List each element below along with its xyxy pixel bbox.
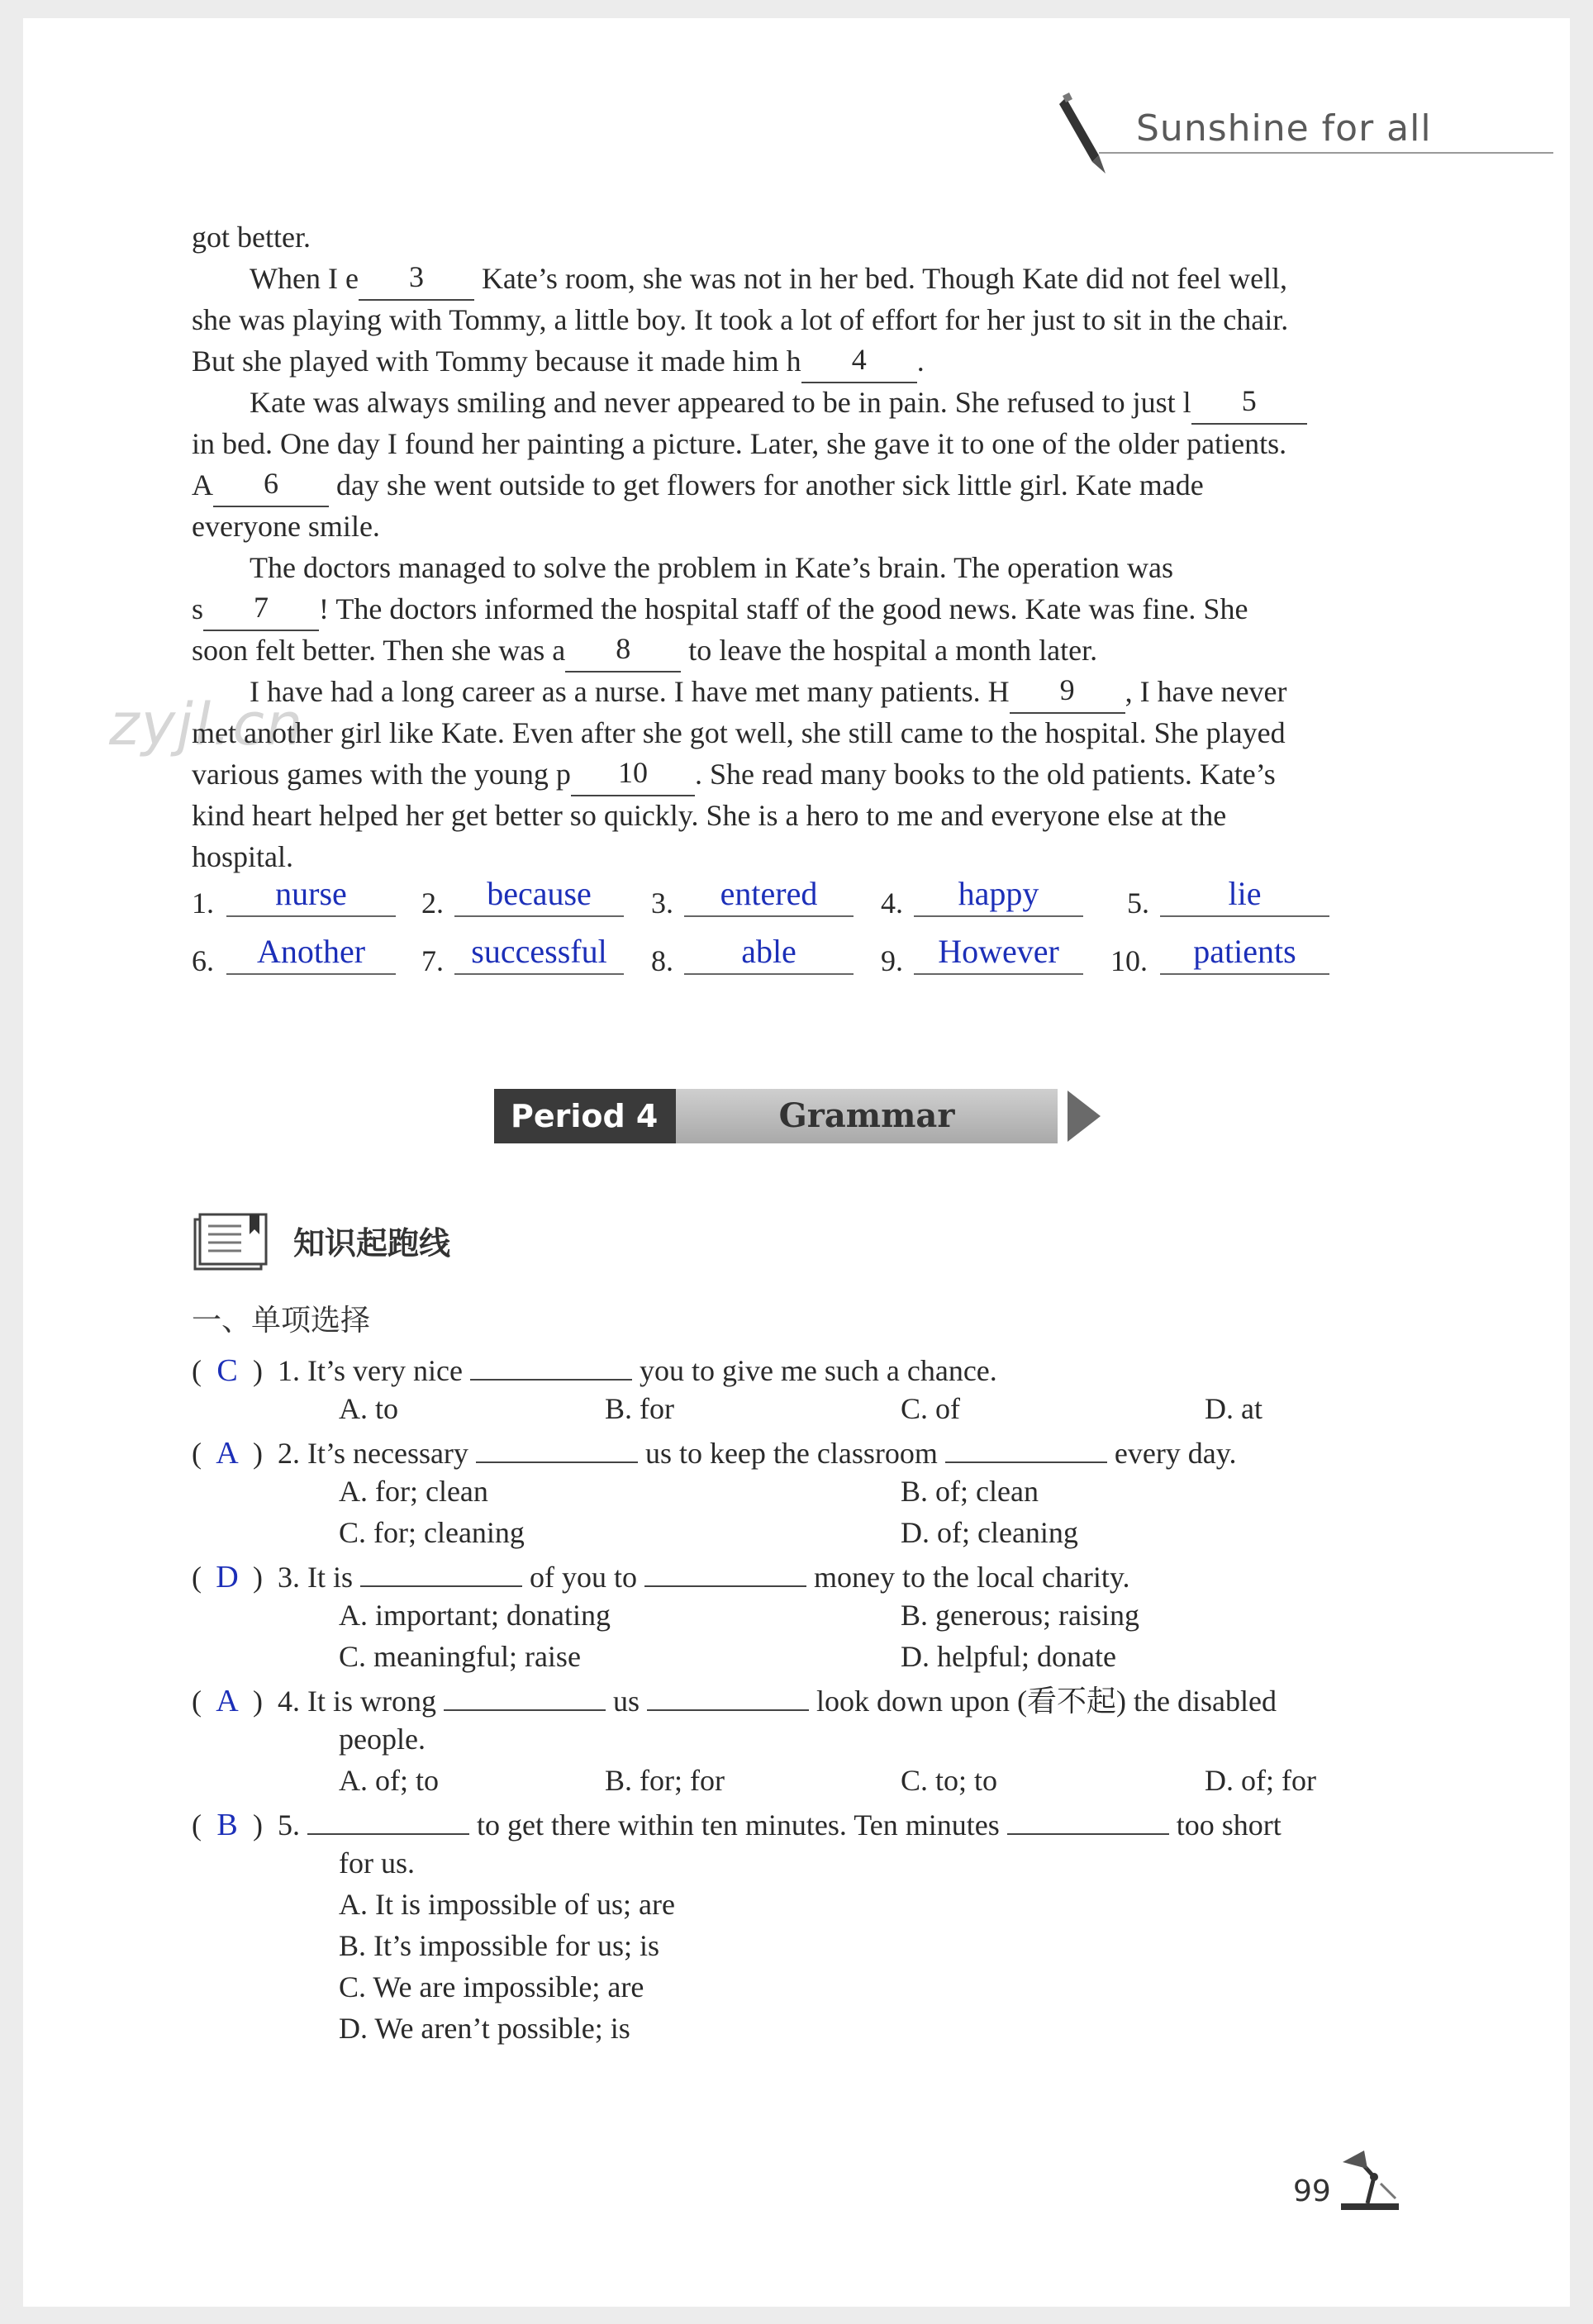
question-continuation: people.	[339, 1723, 426, 1756]
period-label: Period 4	[494, 1089, 676, 1143]
passage-line: kind heart helped her get better so quickly. She is a hero to me and everyone else at the	[192, 799, 1227, 832]
answer-letter: A	[216, 1684, 239, 1718]
question-5: ( B ) 5. to get there within ten minutes. Ten minutes too short	[192, 1804, 1282, 1846]
section-title: 知识起跑线	[293, 1225, 451, 1262]
passage-line: hospital.	[192, 840, 293, 873]
option: C. of	[901, 1392, 960, 1425]
answer-letter: C	[216, 1353, 238, 1388]
passage-line: s 7 ! The doctors informed the hospital staff of the good news. Kate was fine. She	[192, 588, 1248, 631]
arrow-right-icon	[1068, 1091, 1101, 1142]
passage-line: When I e 3 Kate’s room, she was not in her bed. Though Kate did not feel well,	[250, 258, 1287, 301]
passage-line: A 6 day she went outside to get flowers for another sick little girl. Kate made	[192, 464, 1204, 507]
answer-letter: A	[216, 1436, 239, 1471]
option: C. for; cleaning	[339, 1516, 525, 1549]
option: D. at	[1205, 1392, 1263, 1425]
passage-line: everyone smile.	[192, 510, 380, 543]
question-1: ( C ) 1. It’s very nice you to give me such a chance.	[192, 1350, 997, 1391]
question-4: ( A ) 4. It is wrong us look down upon (看不起) the disabled	[192, 1680, 1277, 1722]
option: A. of; to	[339, 1764, 439, 1797]
option: B. of; clean	[901, 1475, 1039, 1508]
option: B. generous; raising	[901, 1599, 1139, 1632]
option: B. for	[605, 1392, 674, 1425]
passage-line: soon felt better. Then she was a 8 to leave the hospital a month later.	[192, 630, 1097, 672]
pen-icon	[1051, 91, 1125, 182]
passage-line: she was playing with Tommy, a little boy. It took a lot of effort for her just to sit in the chair.	[192, 303, 1289, 336]
desk-lamp-icon	[1334, 2144, 1405, 2214]
watermark: zyjl.cn	[109, 691, 305, 758]
period-banner	[494, 1089, 1058, 1143]
option: A. important; donating	[339, 1599, 611, 1632]
option: D. of; for	[1205, 1764, 1316, 1797]
option: D. We aren’t possible; is	[339, 2012, 630, 2045]
header-title: Sunshine for all	[1136, 107, 1432, 150]
passage-line: met another girl like Kate. Even after she got well, she still came to the hospital. She played	[192, 716, 1286, 749]
section-subtitle: 一、单项选择	[192, 1304, 371, 1338]
option: C. We are impossible; are	[339, 1970, 644, 2003]
question-3: ( D ) 3. It is of you to money to the local charity.	[192, 1556, 1130, 1598]
option: B. It’s impossible for us; is	[339, 1929, 660, 1962]
option: A. to	[339, 1392, 398, 1425]
question-continuation: for us.	[339, 1846, 415, 1880]
book-icon	[192, 1213, 271, 1274]
page-number: 99	[1293, 2174, 1331, 2208]
passage-line: Kate was always smiling and never appeared to be in pain. She refused to just l 5	[250, 382, 1307, 425]
period-title: Grammar	[676, 1089, 1058, 1143]
option: A. for; clean	[339, 1475, 488, 1508]
question-2: ( A ) 2. It’s necessary us to keep the classroom every day.	[192, 1433, 1236, 1474]
option: D. helpful; donate	[901, 1640, 1116, 1673]
option: A. It is impossible of us; are	[339, 1888, 675, 1921]
option: D. of; cleaning	[901, 1516, 1078, 1549]
passage-line: got better.	[192, 221, 311, 254]
option: C. to; to	[901, 1764, 998, 1797]
answer-letter: D	[216, 1560, 239, 1594]
option: C. meaningful; raise	[339, 1640, 581, 1673]
passage-line: I have had a long career as a nurse. I have met many patients. H 9 , I have never	[250, 671, 1287, 714]
passage-line: various games with the young p 10 . She read many books to the old patients. Kate’s	[192, 753, 1276, 796]
header-divider	[1099, 152, 1553, 154]
option: B. for; for	[605, 1764, 725, 1797]
passage-line: in bed. One day I found her painting a picture. Later, she gave it to one of the older patients.	[192, 427, 1287, 460]
answer-letter: B	[216, 1808, 238, 1842]
passage-line: But she played with Tommy because it made him h 4 .	[192, 340, 925, 383]
passage-line: The doctors managed to solve the problem in Kate’s brain. The operation was	[250, 551, 1174, 584]
